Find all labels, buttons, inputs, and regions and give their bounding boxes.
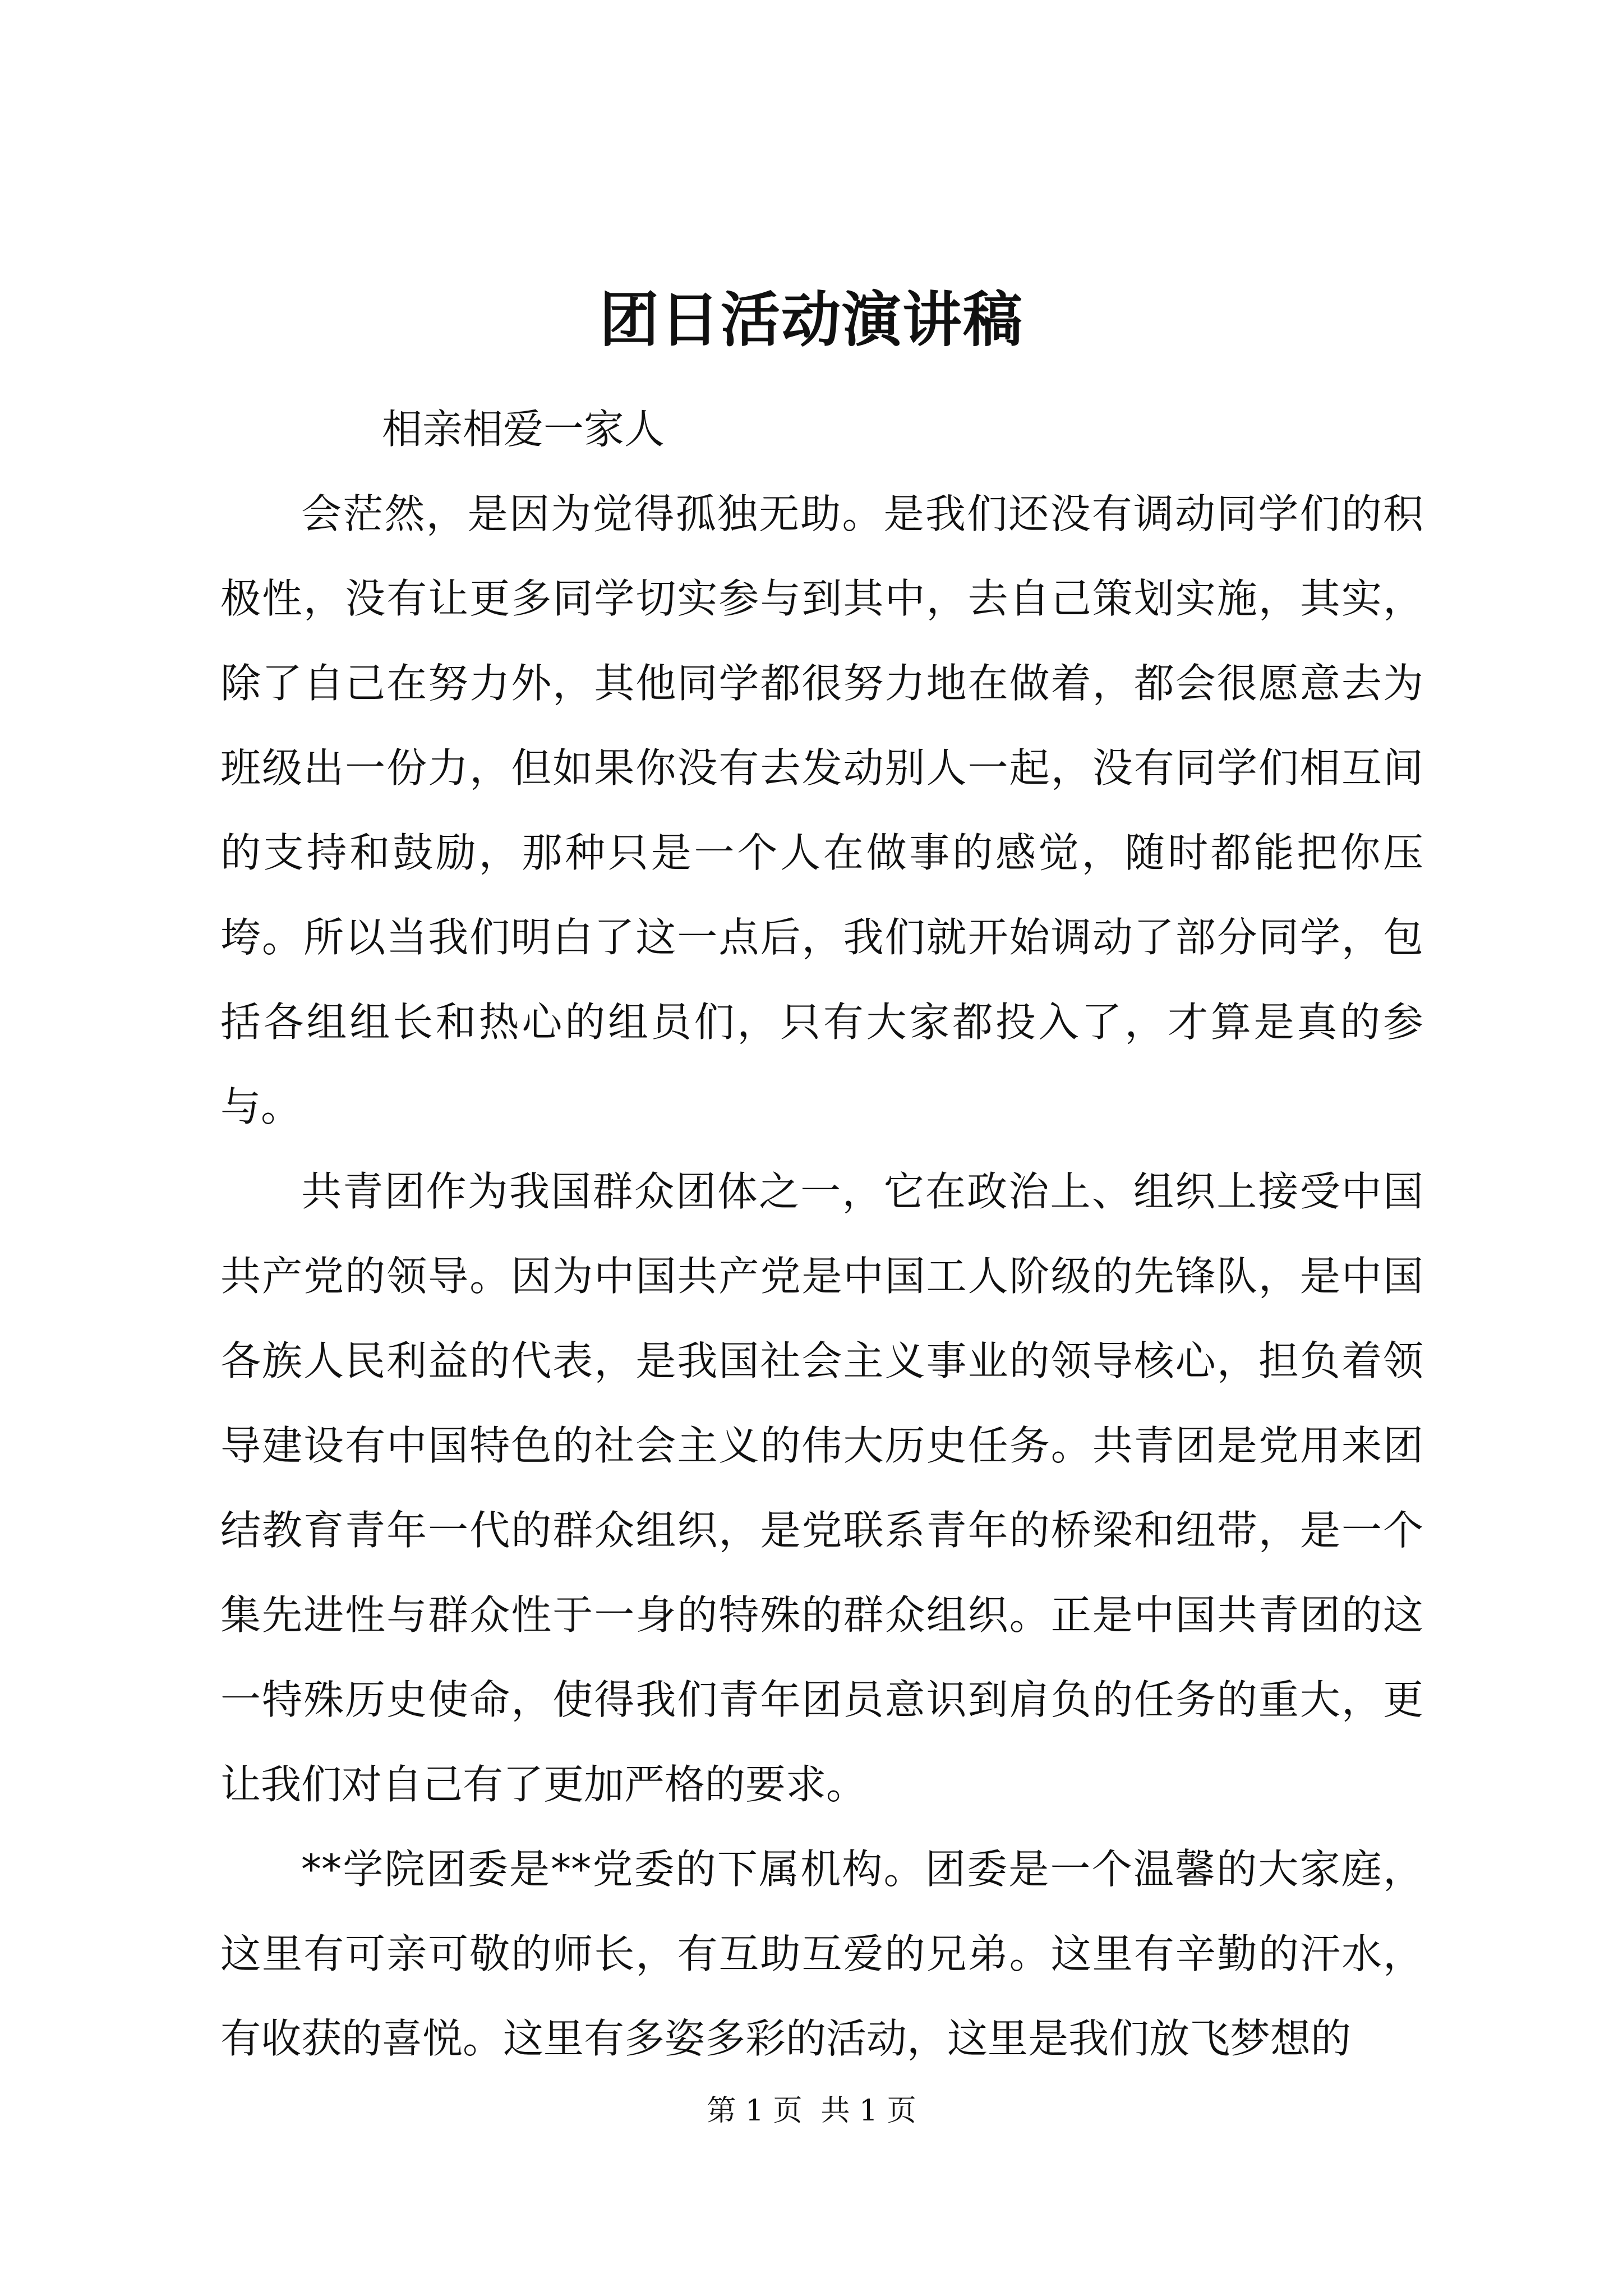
paragraph-1: 会茫然，是因为觉得孤独无助。是我们还没有调动同学们的积极性，没有让更多同学切实参与到其中，去自己策划实施，其实，除了自己在努力外，其他同学都很努力地在做着，都会很愿意去为班级出一份力，但如果你没有去发动别人一起，没有同学们相互间的支持和鼓励，那种只是一个人在做事的感觉，随时都能把你压垮。所以当我们明白了这一点后，我们就开始调动了部分同学，包括各组组长和热心的组员们，只有大家都投入了，才算是真的参与。 <box>220 490 1423 1130</box>
document-body <box>220 387 1423 2081</box>
document-subtitle: 相亲相爱一家人 <box>382 406 665 453</box>
paragraph-3: **学院团委是**党委的下属机构。团委是一个温馨的大家庭，这里有可亲可敬的师长，有互助互爱的兄弟。这里有辛勤的汗水，有收获的喜悦。这里有多姿多彩的活动，这里是我们放飞梦想的 <box>220 1846 1423 2062</box>
page-number-footer: 第 1 页 共 1 页 <box>707 2094 916 2128</box>
paragraph-2: 共青团作为我国群众团体之一，它在政治上、组织上接受中国共产党的领导。因为中国共产党是中国工人阶级的先锋队，是中国各族人民利益的代表，是我国社会主义事业的领导核心，担负着领导建设有中国特色的社会主义的伟大历史任务。共青团是党用来团结教育青年一代的群众组织，是党联系青年的桥梁和纽带，是一个集先进性与群众性于一身的特殊的群众组织。正是中国共青团的这一特殊历史使命，使得我们青年团员意识到肩负的任务的重大，更让我们对自己有了更加严格的要求。 <box>220 1168 1423 1808</box>
document-title: 团日活动演讲稿 <box>600 284 1023 355</box>
